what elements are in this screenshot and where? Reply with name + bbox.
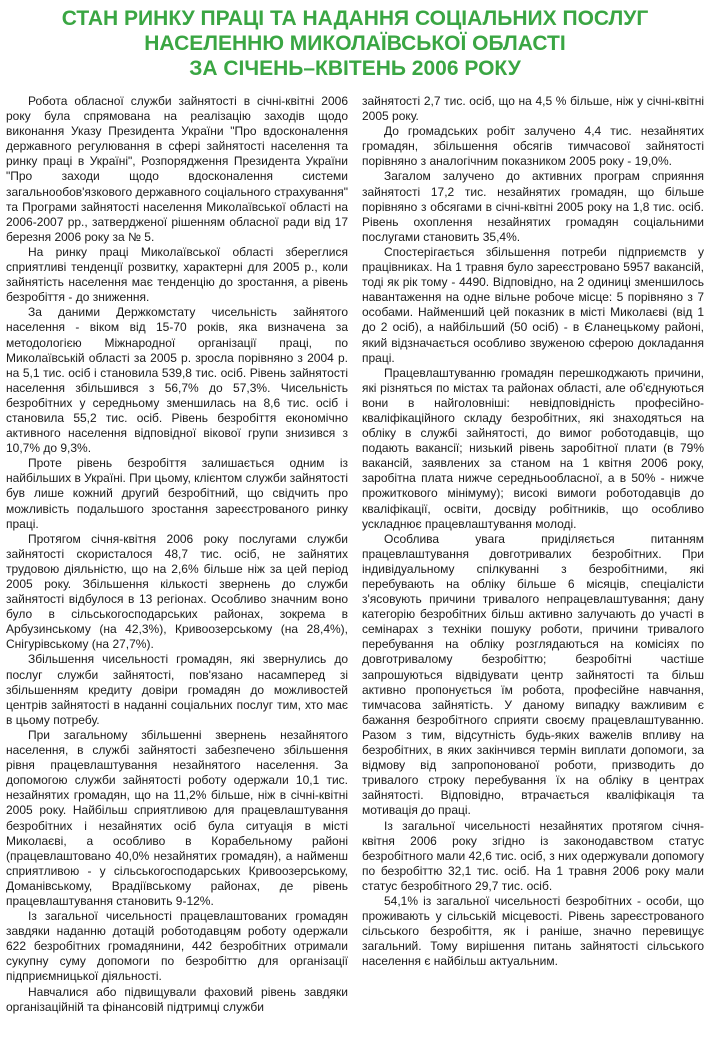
paragraph: Працевлаштуванню громадян перешкоджають причини, які різняться по містах та районах області, але об'єднуються вони в найголовніші: невідповідність професійно-кваліфікаційного складу безробітних, які знаходяться на обліку в службі зайнятості, до вимог роботодавців, що подають вакансії; низький рівень заробітної плати (в 79% вакансій, заявлених за станом на 1 квітня 2006 року, заробітна плата нижче середньообласної, а в 50% - нижче прожиткового мінімуму); високі вимоги роботодавців до кваліфікації, освіти, досвіду робітників, що особливо ускладнює працевлаштування молоді. xyxy=(362,365,704,531)
paragraph: При загальному збільшенні звернень незайнятого населення, в службі зайнятості забезпечено збільшення рівня працевлаштування незайнятого населення. За допомогою служби зайнятості роботу одержали 10,1 тис. незайнятих громадян, що на 11,2% більше, ніж в січні-квітні 2005 року. Найбільш сприятливою для працевлаштування безробітних і незайнятих осіб була ситуація в місті Миколаєві, а особливо в Корабельному районі (працевлаштовано 40,0% незайнятих громадян), а найменш сприятливою - у сільськогосподарських Кривоозерському, Доманівському, Врадіївському районах, де рівень працевлаштування становить 9-12%. xyxy=(6,727,348,908)
paragraph: 54,1% із загальної чисельності безробітних - особи, що проживають у сільській місцевості. Рівень зареєстрованого сільського безробіття, як і раніше, значно перевищує загальний. Тому вирішення питань зайнятості сільського населення є найбільш актуальним. xyxy=(362,893,704,969)
title-line-1: СТАН РИНКУ ПРАЦІ ТА НАДАННЯ СОЦІАЛЬНИХ ПОСЛУГ xyxy=(61,7,649,30)
paragraph-continuation: зайнятості 2,7 тис. осіб, що на 4,5 % більше, ніж у січні-квітні 2005 року. xyxy=(362,94,704,124)
left-column xyxy=(6,94,348,1060)
paragraph: На ринку праці Миколаївської області збереглися сприятливі тенденції розвитку, характерні для 2005 р., коли зайнятість населення має тенденцію до зростання, а рівень безробіття - до зниження. xyxy=(6,244,348,305)
paragraph: Спостерігається збільшення потреби підприємств у працівниках. На 1 травня було зареєстровано 5957 вакансій, тоді як рік тому - 4490. Відповідно, на 2 одиниці зменшилось навантаження на одне вільне робоче місце: 5 порівняно з 7 особами. Найменший цей показник в місті Миколаєві (від 1 до 2 осіб), а найбільший (50 осіб) - в Єланецькому районі, який відзначається особливо звуженою сферою докладання праці. xyxy=(362,244,704,365)
paragraph: Проте рівень безробіття залишається одним із найбільших в Україні. При цьому, клієнтом служби зайнятості був лише кожний другий безробітний, що свідчить про можливість подальшого зростання зареєстрованого ринку праці. xyxy=(6,456,348,531)
paragraph: Особлива увага приділяється питанням працевлаштування довготривалих безробітних. При індивідуальному спілкуванні з безробітними, які перебувають на обліку більше 6 місяців, спеціалісти з'ясовують причини тривалого непрацевлаштування; дану категорію безробітних більш активно залучають до участі в семінарах з техніки пошуку роботи, причини тривалого перебування на обліку розглядаються на комісіях по довготривалому безробіттю; безробітні частіше запрошуються відвідувати центр зайнятості та більш активно пропонується їм робота, професійне навчання, тимчасова зайнятість. У даному випадку важливим є бажання безробітного сприяти своєму працевлаштуванню. Разом з тим, відсутність будь-яких важелів впливу на безробітних, в яких закінчився термін виплати допомоги, за відмову від запропонованої роботи, призводить до тривалого строку перебування їх на обліку в центрах зайнятості. Відповідно, втрачається кваліфікація та мотивація до праці. xyxy=(362,531,704,818)
right-column xyxy=(362,94,704,1060)
paragraph: Протягом січня-квітня 2006 року послугами служби зайнятості скористалося 48,7 тис. осіб, не зайнятих трудовою діяльністю, що на 2,6% більше ніж за цей період 2005 року. Збільшення кількості звернень до служби зайнятості відбулося в 13 регіонах. Особливо значним воно було в сільськогосподарських районах, зокрема в Арбузинському (на 42,3%), Кривоозерському (на 28,4%), Снігурівському (на 27,7%). xyxy=(6,531,348,652)
page-title xyxy=(6,0,704,81)
paragraph: До громадських робіт залучено 4,4 тис. незайнятих громадян, збільшення обсягів тимчасової зайнятості порівняно з аналогічним показником 2005 року - 19,0%. xyxy=(362,124,704,169)
title-line-3: ЗА СІЧЕНЬ–КВІТЕНЬ 2006 РОКУ xyxy=(189,57,521,80)
paragraph: Навчалися або підвищували фаховий рівень завдяки організаційній та фінансовій підтримці служби xyxy=(6,984,348,1014)
paragraph: Загалом залучено до активних програм сприяння зайнятості 17,2 тис. незайнятих громадян, що більше порівняно з обсягами в січні-квітні 2005 року на 1,8 тис. осіб. Рівень охоплення незайнятих громадян соціальними послугами становить 35,4%. xyxy=(362,169,704,244)
paragraph: Робота обласної служби зайнятості в січні-квітні 2006 року була спрямована на реалізацію заходів щодо виконання Указу Президента України "Про вдосконалення державного регулювання в сфері зайнятості населення та ринку праці в Україні", Розпорядження Президента України "Про заходи щодо вдосконалення системи загальнообов'язкового державного соціального страхування" та Програми зайнятості населення Миколаївської області на 2006-2007 рр., затвердженої рішенням обласної ради від 17 березня 2006 року за № 5. xyxy=(6,94,348,244)
title-line-2: НАСЕЛЕННЮ МИКОЛАЇВСЬКОЇ ОБЛАСТІ xyxy=(144,32,566,55)
paragraph: За даними Держкомстату чисельність зайнятого населення - віком від 15-70 років, яка визначена за методологією Міжнародної організації праці, по Миколаївській області за 2005 р. зросла порівняно з 2004 р. на 5,1 тис. осіб і становила 539,8 тис. осіб. Рівень зайнятості населення збільшився з 56,7% до 57,3%. Чисельність безробітних у середньому зменшилась на 8,6 тис. осіб і становила 55,2 тис. осіб. Рівень безробіття економічно активного населення відповідної вікової групи знизився з 10,7% до 9,3%. xyxy=(6,305,348,456)
paragraph: Із загальної чисельності незайнятих протягом січня-квітня 2006 року згідно із законодавством статус безробітного мали 42,6 тис. осіб, з них одержували допомогу по безробіттю 32,1 тис. осіб. На 1 травня 2006 року мали статус безробітного 29,7 тис. осіб. xyxy=(362,818,704,893)
article-body xyxy=(6,94,704,1060)
paragraph: Із загальної чисельності працевлаштованих громадян завдяки наданню дотацій роботодавцям роботу одержали 622 безробітних громадянини, 442 безробітних отримали сукупну суму допомоги по безробіттю для організації підприємницької діяльності. xyxy=(6,909,348,984)
paragraph: Збільшення чисельності громадян, які звернулись до послуг служби зайнятості, пов'язано насамперед зі збільшенням кредиту довіри громадян до можливостей центрів зайнятості в наданні соціальних послуг тим, хто має в цьому потребу. xyxy=(6,652,348,727)
